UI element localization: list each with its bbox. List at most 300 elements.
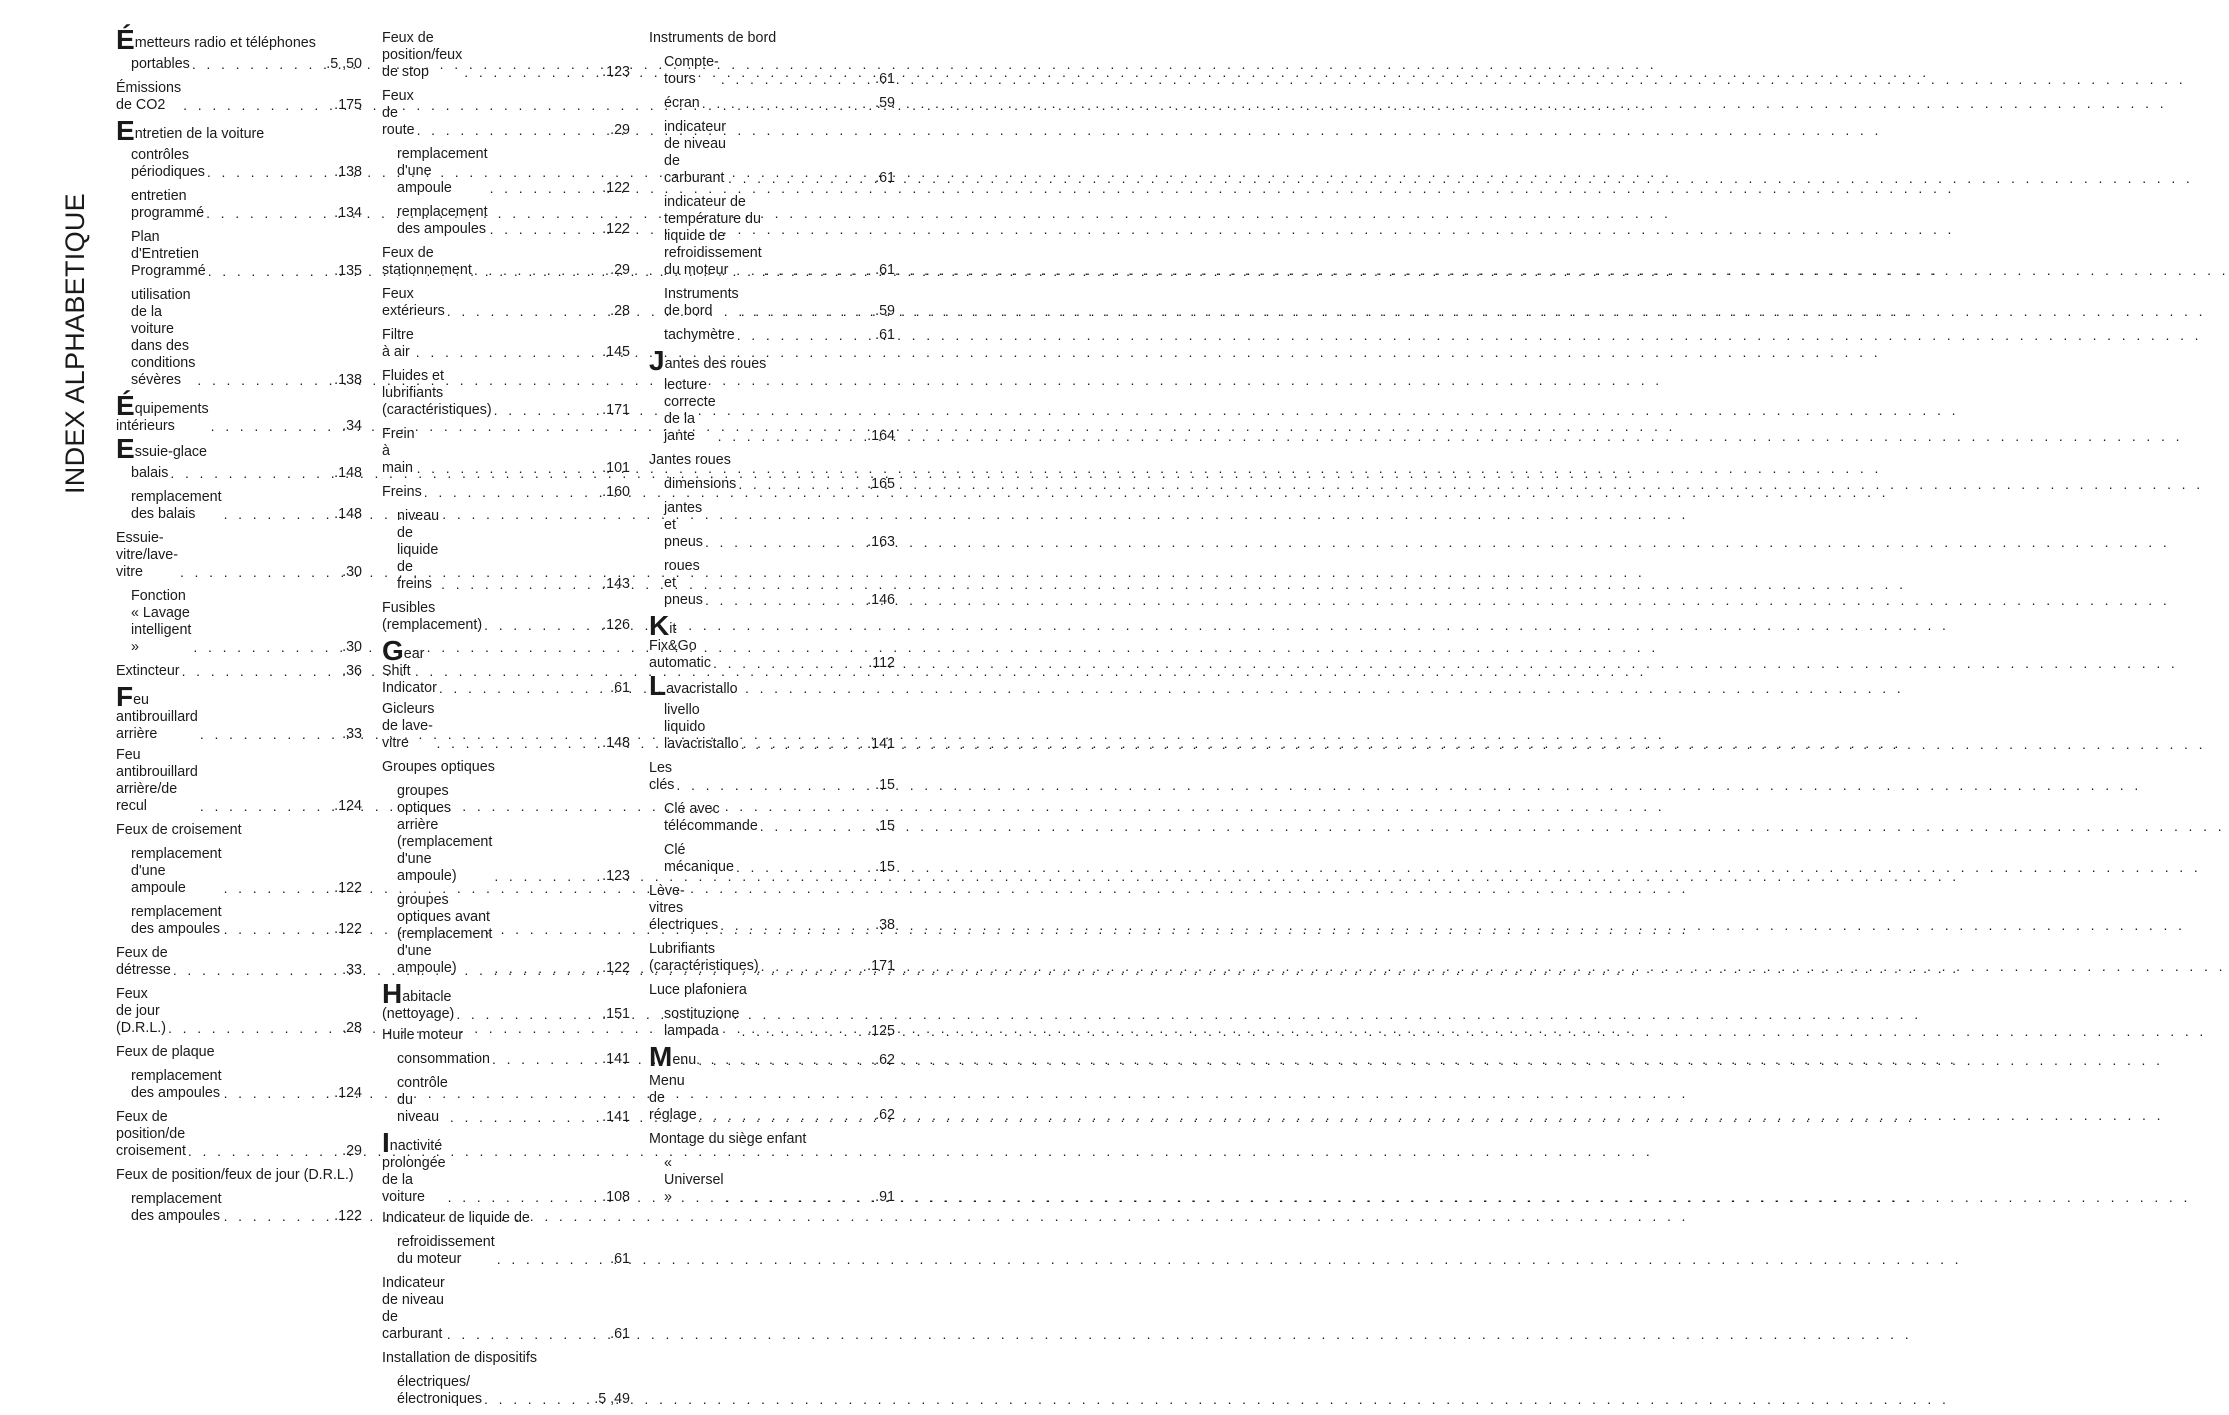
dot-leader bbox=[742, 1023, 866, 1040]
index-entry bbox=[382, 1051, 630, 1068]
dot-leader bbox=[417, 460, 601, 477]
index-term: Feux de position/de croisement bbox=[116, 1109, 186, 1159]
index-entry bbox=[649, 345, 895, 376]
index-entry bbox=[649, 801, 895, 835]
page-number: .59 bbox=[875, 95, 895, 111]
dot-leader bbox=[736, 859, 873, 876]
index-entry bbox=[382, 327, 630, 361]
page-number: .160 bbox=[602, 484, 630, 500]
index-term: Feux de route bbox=[382, 88, 415, 138]
index-entry bbox=[116, 465, 362, 482]
index-entry bbox=[382, 30, 630, 81]
page-number: .123 bbox=[602, 64, 630, 80]
index-term-text: ear Shift Indicator bbox=[382, 646, 437, 696]
index-entry bbox=[382, 1275, 630, 1343]
dot-leader bbox=[192, 56, 324, 73]
dot-leader bbox=[424, 484, 600, 501]
page-number: .143 bbox=[602, 576, 630, 592]
index-entry bbox=[382, 600, 630, 634]
index-term: Frein à main bbox=[382, 426, 415, 476]
page-number: .61 bbox=[875, 327, 895, 343]
page-number: .122 bbox=[334, 880, 362, 896]
index-term: Fonction « Lavage intelligent » bbox=[131, 588, 192, 655]
index-entry bbox=[649, 1131, 895, 1148]
index-term-text: enu bbox=[672, 1052, 697, 1068]
dot-leader bbox=[721, 71, 873, 88]
page-number: .122 bbox=[602, 960, 630, 976]
dot-leader bbox=[761, 958, 866, 975]
page-number: .29 bbox=[610, 262, 630, 278]
index-entry bbox=[116, 530, 362, 581]
index-entry bbox=[649, 194, 895, 279]
page-number: .126 bbox=[602, 617, 630, 633]
index-column-2 bbox=[382, 30, 630, 1415]
page-number: .33 bbox=[342, 962, 362, 978]
index-term: écran bbox=[664, 95, 700, 111]
dot-leader bbox=[183, 97, 332, 114]
index-entry bbox=[649, 760, 895, 794]
index-entry bbox=[116, 1167, 362, 1184]
sidebar-title bbox=[52, 0, 98, 686]
dot-leader bbox=[713, 655, 866, 672]
page-number: .61 bbox=[875, 170, 895, 186]
dot-leader bbox=[182, 663, 341, 680]
index-term: Luce plafoniera bbox=[649, 982, 747, 998]
page-number: .171 bbox=[602, 402, 630, 418]
index-term: Les clés bbox=[649, 760, 675, 793]
index-term: dimensions bbox=[664, 476, 737, 492]
index-term: Feux de plaque bbox=[116, 1044, 215, 1060]
index-term: remplacement d'une ampoule bbox=[131, 846, 222, 896]
page-number: .15 bbox=[875, 859, 895, 875]
page-number: .108 bbox=[602, 1189, 630, 1205]
index-term: livello liquido lavacristallo bbox=[664, 702, 739, 752]
index-term: Instruments de bord bbox=[649, 30, 777, 46]
index-term: groupes optiques arrière (remplacement d'une ampoule) bbox=[397, 783, 493, 884]
index-term: entretien programmé bbox=[131, 188, 205, 221]
dot-leader bbox=[224, 1208, 333, 1225]
dot-leader bbox=[224, 921, 333, 938]
dot-leader bbox=[200, 726, 340, 743]
page-number: .15 bbox=[875, 777, 895, 793]
dot-leader bbox=[224, 1085, 333, 1102]
dot-leader bbox=[494, 868, 600, 885]
index-term: remplacement des ampoules bbox=[131, 1068, 222, 1101]
index-entry bbox=[649, 670, 895, 701]
index-entry bbox=[116, 80, 362, 114]
index-term: Lubrifiants (caractéristiques) bbox=[649, 941, 759, 974]
index-entry bbox=[649, 286, 895, 320]
dot-leader bbox=[737, 327, 873, 344]
page-number: .61 bbox=[610, 680, 630, 696]
index-term: remplacement des ampoules bbox=[131, 1191, 222, 1224]
index-term: Clé avec télécommande bbox=[664, 801, 758, 834]
index-entry bbox=[382, 701, 630, 752]
index-term: Gicleurs de lave-vitre bbox=[382, 701, 435, 751]
index-letter: H bbox=[382, 978, 403, 1009]
page-number: .138 bbox=[334, 164, 362, 180]
index-term: Feux de détresse bbox=[116, 945, 171, 978]
index-term-text: antes des roues bbox=[664, 356, 767, 372]
index-entry bbox=[382, 1027, 630, 1044]
page-number: .141 bbox=[867, 736, 895, 752]
dot-leader bbox=[738, 476, 865, 493]
index-term: indicateur de niveau de carburant bbox=[664, 119, 727, 186]
index-letter: G bbox=[382, 635, 404, 666]
index-term bbox=[649, 345, 767, 376]
page-number: .138 bbox=[334, 372, 362, 388]
dot-leader bbox=[720, 917, 873, 934]
dot-leader bbox=[698, 1052, 873, 1069]
index-entry bbox=[649, 842, 895, 876]
page-number: .28 bbox=[610, 303, 630, 319]
sidebar-title-text: INDEX ALPHABETIQUE bbox=[59, 192, 90, 494]
index-term: Installation de dispositifs bbox=[382, 1350, 537, 1366]
index-term: indicateur de température du liquide de refroidissement du moteur bbox=[664, 194, 762, 278]
index-entry bbox=[116, 147, 362, 181]
index-term bbox=[116, 24, 316, 55]
page-number: .62 bbox=[875, 1052, 895, 1068]
index-letter: L bbox=[649, 670, 667, 701]
page-number: .145 bbox=[602, 344, 630, 360]
index-term: lecture correcte de la jante bbox=[664, 377, 716, 444]
index-term: Feux de stationnement bbox=[382, 245, 472, 278]
index-entry bbox=[116, 229, 362, 280]
index-term: contrôle du niveau bbox=[397, 1075, 448, 1125]
index-column-1 bbox=[116, 24, 362, 1232]
index-term bbox=[382, 978, 455, 1023]
index-term: tachymètre bbox=[664, 327, 735, 343]
dot-leader bbox=[490, 180, 601, 197]
page-number: .15 bbox=[875, 818, 895, 834]
index-term: Montage du siège enfant bbox=[649, 1131, 807, 1147]
dot-leader bbox=[441, 576, 600, 593]
index-entry bbox=[116, 115, 362, 146]
page-number: .122 bbox=[334, 921, 362, 937]
dot-leader bbox=[474, 262, 608, 279]
index-term-text: it Fix&Go automatic bbox=[649, 621, 711, 671]
page-number: .164 bbox=[867, 428, 895, 444]
page-number: .135 bbox=[334, 263, 362, 279]
dot-leader bbox=[676, 777, 873, 794]
index-entry bbox=[649, 982, 895, 999]
dot-leader bbox=[699, 1107, 873, 1124]
index-term: Indicateur de niveau de carburant bbox=[382, 1275, 445, 1342]
index-term bbox=[116, 390, 209, 435]
index-entry bbox=[649, 558, 895, 609]
index-term bbox=[649, 1041, 697, 1072]
index-term: électriques/électroniques bbox=[397, 1374, 483, 1407]
index-term: Feux de position/feux de jour (D.R.L.) bbox=[116, 1167, 354, 1183]
index-entry bbox=[382, 1374, 630, 1408]
dot-leader bbox=[208, 263, 332, 280]
index-term: remplacement d'une ampoule bbox=[397, 146, 488, 196]
page-number: .141 bbox=[602, 1109, 630, 1125]
index-entry bbox=[649, 476, 895, 493]
page-number: .112 bbox=[868, 655, 895, 671]
dot-leader bbox=[188, 1143, 340, 1160]
index-term: Essuie-vitre/lave-vitre bbox=[116, 530, 178, 580]
index-entry bbox=[382, 635, 630, 697]
index-letter: J bbox=[649, 345, 665, 376]
dot-leader bbox=[224, 880, 333, 897]
index-term: Huile moteur bbox=[382, 1027, 464, 1043]
index-entry bbox=[382, 1350, 630, 1367]
dot-leader bbox=[447, 1326, 608, 1343]
index-entry bbox=[116, 747, 362, 815]
dot-leader bbox=[741, 303, 873, 320]
index-term: Groupes optiques bbox=[382, 759, 495, 775]
index-entry bbox=[649, 377, 895, 445]
index-term-text: nactivité prolongée de la voiture bbox=[382, 1138, 446, 1205]
page-number: .122 bbox=[334, 1208, 362, 1224]
page-number: .134 bbox=[334, 205, 362, 221]
page-number: .151 bbox=[602, 1006, 630, 1022]
index-term: remplacement des ampoules bbox=[397, 204, 488, 237]
index-entry bbox=[382, 508, 630, 593]
index-term: groupes optiques avant (remplacement d'une ampoule) bbox=[397, 892, 493, 976]
index-entry bbox=[382, 978, 630, 1023]
page-number: .30 bbox=[342, 639, 362, 655]
index-entry bbox=[116, 1109, 362, 1160]
page-number: .163 bbox=[867, 534, 895, 550]
index-entry bbox=[116, 1191, 362, 1225]
index-term: remplacement des balais bbox=[131, 489, 222, 522]
index-term: portables bbox=[131, 56, 190, 72]
index-term: Instruments de bord bbox=[664, 286, 739, 319]
page-number: .148 bbox=[334, 465, 362, 481]
index-entry bbox=[116, 433, 362, 464]
page-number: .101 bbox=[602, 460, 630, 476]
index-term: roues et pneus bbox=[664, 558, 703, 608]
index-letter: É bbox=[116, 24, 135, 55]
index-entry bbox=[649, 500, 895, 551]
index-term: Compte-tours bbox=[664, 54, 719, 87]
index-entry bbox=[382, 1075, 630, 1126]
index-term-text: quipements intérieurs bbox=[116, 401, 209, 434]
page-number: .61 bbox=[875, 262, 895, 278]
dot-leader bbox=[760, 818, 873, 835]
page-number: .175 bbox=[334, 97, 362, 113]
index-entry bbox=[649, 452, 895, 469]
index-entry bbox=[382, 146, 630, 197]
index-term: consommation bbox=[397, 1051, 490, 1067]
index-entry bbox=[382, 1234, 630, 1268]
page-number: .171 bbox=[867, 958, 895, 974]
index-term bbox=[649, 610, 711, 672]
index-entry bbox=[382, 1210, 630, 1227]
index-entry bbox=[649, 95, 895, 112]
index-entry bbox=[649, 1155, 895, 1206]
index-entry bbox=[116, 188, 362, 222]
dot-leader bbox=[702, 95, 873, 112]
index-term bbox=[649, 670, 738, 701]
index-entry bbox=[116, 986, 362, 1037]
index-term: jantes et pneus bbox=[664, 500, 703, 550]
index-entry bbox=[649, 119, 895, 187]
index-entry bbox=[382, 892, 630, 977]
index-term: Feux de croisement bbox=[116, 822, 242, 838]
index-entry bbox=[382, 759, 630, 776]
dot-leader bbox=[494, 960, 600, 977]
index-term: Fluides et lubrifiants (caractéristiques) bbox=[382, 368, 492, 418]
index-entry bbox=[649, 941, 895, 975]
page-number: .91 bbox=[875, 1189, 895, 1205]
dot-leader bbox=[200, 798, 332, 815]
dot-leader bbox=[497, 1251, 608, 1268]
dot-leader bbox=[484, 617, 600, 634]
index-entry bbox=[116, 56, 362, 73]
index-term-text: abitacle (nettoyage) bbox=[382, 989, 455, 1022]
index-letter: E bbox=[116, 115, 135, 146]
page-number: .62 bbox=[875, 1107, 895, 1123]
index-entry bbox=[382, 286, 630, 320]
index-entry bbox=[649, 327, 895, 344]
index-term: Extincteur bbox=[116, 663, 180, 679]
dot-leader bbox=[494, 402, 601, 419]
dot-leader bbox=[764, 262, 873, 279]
index-entry bbox=[649, 883, 895, 934]
dot-leader bbox=[705, 592, 865, 609]
index-letter: É bbox=[116, 390, 135, 421]
index-term bbox=[116, 433, 208, 464]
index-letter: F bbox=[116, 681, 134, 712]
dot-leader bbox=[705, 534, 865, 551]
dot-leader bbox=[197, 372, 332, 389]
dot-leader bbox=[170, 465, 332, 482]
index-entry bbox=[382, 1127, 630, 1206]
dot-leader bbox=[464, 64, 600, 81]
index-entry bbox=[116, 1044, 362, 1061]
index-entry bbox=[116, 822, 362, 839]
page-number: .34 bbox=[342, 418, 362, 434]
dot-leader bbox=[417, 122, 609, 139]
page-number: .146 bbox=[867, 592, 895, 608]
index-entry bbox=[116, 945, 362, 979]
index-entry bbox=[116, 390, 362, 435]
index-entry bbox=[649, 702, 895, 753]
index-entry bbox=[116, 588, 362, 656]
dot-leader bbox=[207, 164, 332, 181]
index-term: contrôles périodiques bbox=[131, 147, 205, 180]
index-letter: K bbox=[649, 610, 670, 641]
index-term: Feu antibrouillard arrière/de recul bbox=[116, 747, 198, 814]
dot-leader bbox=[206, 205, 332, 222]
index-term: Feux extérieurs bbox=[382, 286, 445, 319]
index-entry bbox=[116, 681, 362, 743]
page-number: .38 bbox=[875, 917, 895, 933]
dot-leader bbox=[450, 1109, 600, 1126]
index-term: Fusibles (remplacement) bbox=[382, 600, 483, 633]
index-entry bbox=[649, 610, 895, 672]
index-letter: M bbox=[649, 1041, 673, 1072]
index-entry bbox=[382, 368, 630, 419]
index-term: sostituzione lampada bbox=[664, 1006, 740, 1039]
index-term: Menu de réglage bbox=[649, 1073, 697, 1123]
index-entry bbox=[649, 1073, 895, 1124]
index-term: utilisation de la voiture dans des conditions sévères bbox=[131, 287, 196, 388]
dot-leader bbox=[728, 170, 873, 187]
page-number: .124 bbox=[334, 798, 362, 814]
index-term: Indicateur de liquide de bbox=[382, 1210, 530, 1226]
index-term-text: eu antibrouillard arrière bbox=[116, 692, 198, 742]
index-term: niveau de liquide de freins bbox=[397, 508, 440, 592]
dot-leader bbox=[726, 1189, 874, 1206]
page-number: .61 bbox=[610, 1326, 630, 1342]
dot-leader bbox=[416, 344, 600, 361]
dot-leader bbox=[741, 736, 865, 753]
page-number: .5 ,50 bbox=[326, 56, 362, 72]
index-term: Plan d'Entretien Programmé bbox=[131, 229, 206, 279]
index-entry bbox=[382, 204, 630, 238]
page-number: .148 bbox=[602, 735, 630, 751]
index-entry bbox=[649, 30, 895, 47]
index-term: Filtre à air bbox=[382, 327, 414, 360]
page-number: .122 bbox=[602, 180, 630, 196]
dot-leader bbox=[436, 735, 600, 752]
page-number: .29 bbox=[610, 122, 630, 138]
page-number: .123 bbox=[602, 868, 630, 884]
index-term-text: ntretien de la voiture bbox=[134, 126, 265, 142]
index-entry bbox=[116, 846, 362, 897]
index-term: Feux de jour (D.R.L.) bbox=[116, 986, 167, 1036]
index-entry bbox=[116, 663, 362, 680]
dot-leader bbox=[484, 1391, 592, 1408]
page-number: .61 bbox=[610, 1251, 630, 1267]
index-entry bbox=[116, 489, 362, 523]
dot-leader bbox=[173, 962, 340, 979]
index-term: Lève-vitres électriques bbox=[649, 883, 719, 933]
dot-leader bbox=[439, 680, 608, 697]
page-number: .5 ,49 bbox=[594, 1391, 630, 1407]
page-number: .33 bbox=[342, 726, 362, 742]
index-term: Feux de position/feux de stop bbox=[382, 30, 463, 80]
page-number: .30 bbox=[342, 564, 362, 580]
page-number: .141 bbox=[602, 1051, 630, 1067]
index-entry bbox=[382, 426, 630, 477]
index-term-text: metteurs radio et téléphones bbox=[134, 35, 316, 51]
dot-leader bbox=[193, 639, 340, 656]
index-term: Clé mécanique bbox=[664, 842, 734, 875]
index-column-3 bbox=[649, 30, 895, 1213]
index-entry bbox=[116, 24, 362, 55]
page-number: .148 bbox=[334, 506, 362, 522]
page-number: .122 bbox=[602, 221, 630, 237]
index-entry bbox=[382, 484, 630, 501]
index-entry bbox=[116, 904, 362, 938]
index-term bbox=[382, 1127, 446, 1206]
index-entry bbox=[382, 88, 630, 139]
dot-leader bbox=[490, 221, 601, 238]
index-letter: I bbox=[382, 1127, 390, 1158]
page-number: .29 bbox=[342, 1143, 362, 1159]
index-term bbox=[382, 635, 437, 697]
page-number: .36 bbox=[342, 663, 362, 679]
page-number: .28 bbox=[342, 1020, 362, 1036]
index-term: Freins bbox=[382, 484, 422, 500]
dot-leader bbox=[718, 428, 866, 445]
index-entry bbox=[382, 783, 630, 885]
index-term-text: avacristallo bbox=[666, 681, 738, 697]
page-number: .125 bbox=[867, 1023, 895, 1039]
index-term: refroidissement du moteur bbox=[397, 1234, 495, 1267]
index-term: balais bbox=[131, 465, 169, 481]
index-entry bbox=[116, 287, 362, 389]
dot-leader bbox=[180, 564, 340, 581]
index-entry bbox=[649, 54, 895, 88]
page-number: .61 bbox=[875, 71, 895, 87]
index-term: Jantes roues bbox=[649, 452, 731, 468]
